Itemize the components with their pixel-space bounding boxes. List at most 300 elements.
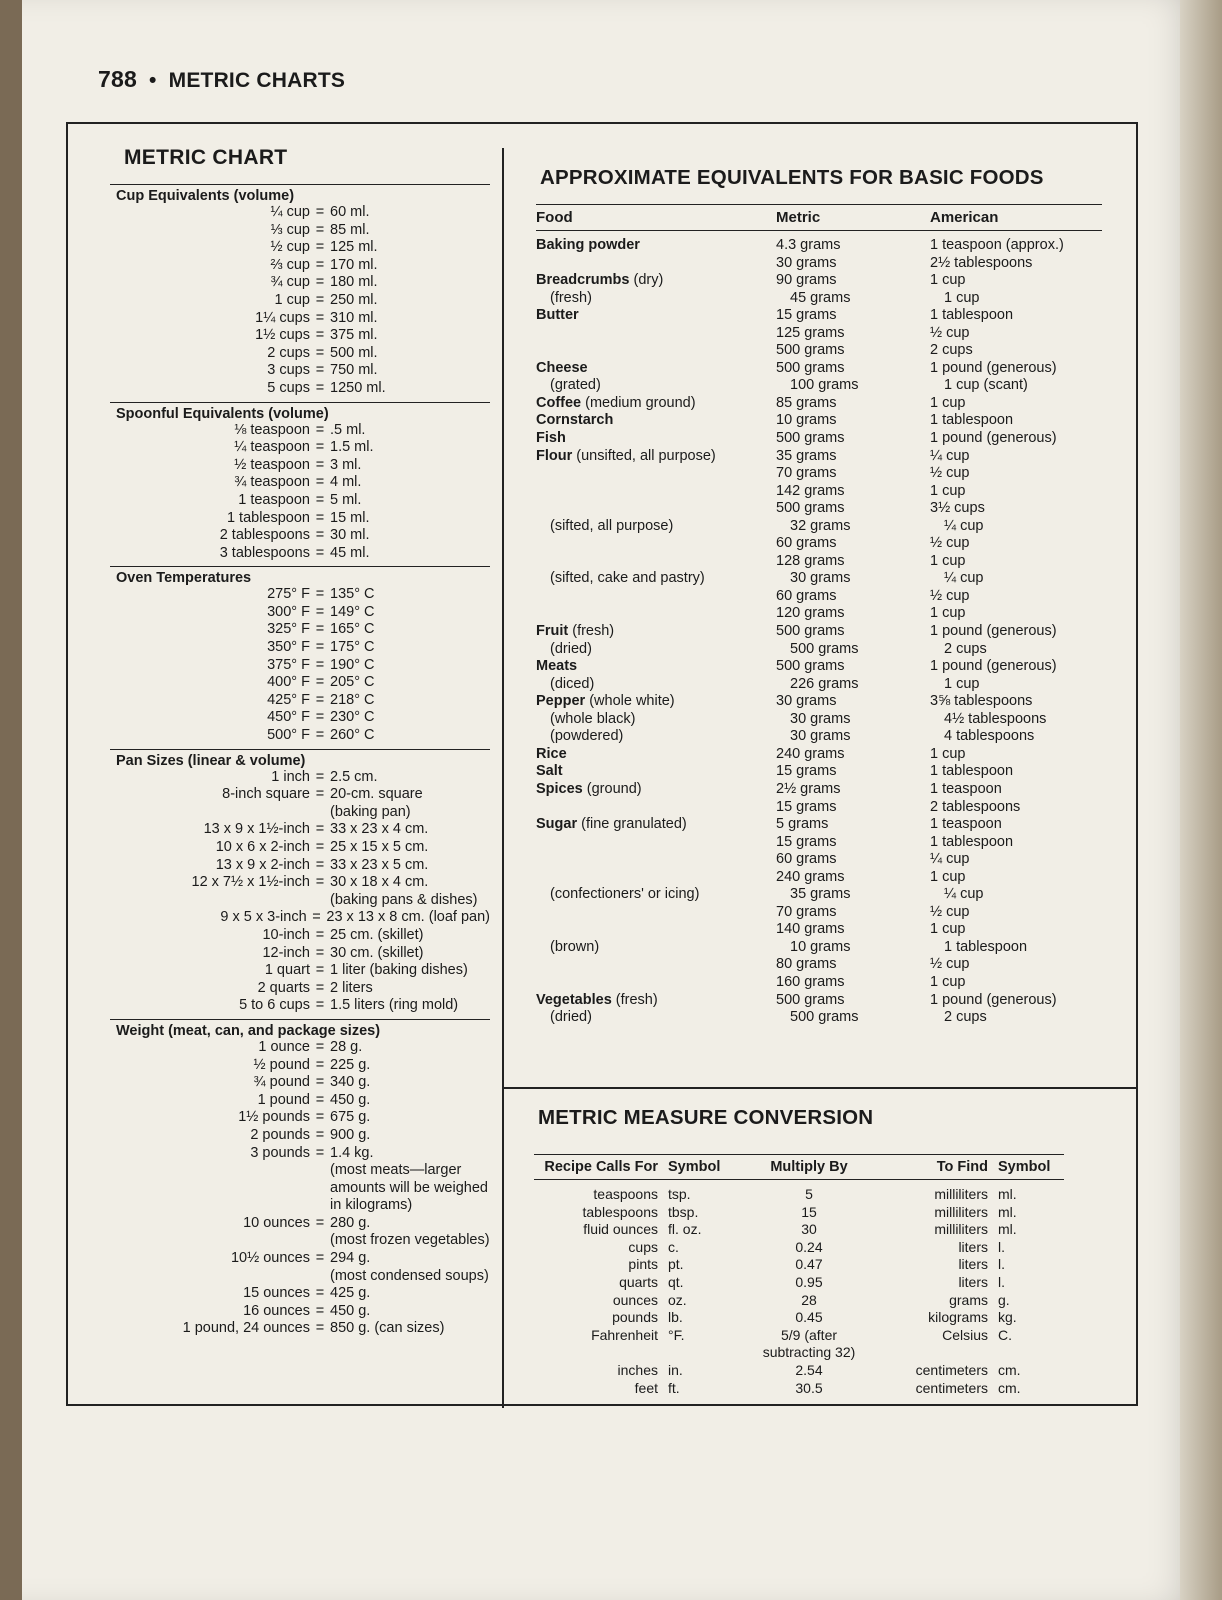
food-row — [536, 623, 1120, 641]
equivalent-to: 190° C — [330, 656, 375, 673]
equivalent-to: 750 ml. — [330, 362, 378, 379]
equals-sign: = — [315, 204, 325, 220]
food-metric: 142 grams — [776, 482, 845, 499]
food-name-bold: Cheese — [536, 359, 588, 376]
food-row — [536, 518, 1120, 536]
equivalent-row — [80, 874, 490, 892]
recipe-calls-for: feet — [634, 1379, 658, 1396]
food-metric: 500 grams — [776, 500, 845, 517]
conversion-row — [534, 1327, 1120, 1345]
food-name-bold: Sugar — [536, 816, 578, 833]
food-row — [536, 904, 1120, 922]
equivalent-from: 275° F — [267, 586, 310, 603]
food-metric: 120 grams — [776, 605, 845, 622]
food-row — [536, 395, 1120, 413]
next-page-edge — [1180, 0, 1222, 1600]
food-name — [536, 992, 776, 1010]
find-symbol: ml. — [998, 1203, 1017, 1220]
food-row — [536, 448, 1120, 466]
food-american: 1 pound (generous) — [930, 359, 1057, 376]
equivalent-row — [80, 709, 490, 727]
food-name — [536, 711, 790, 729]
food-name-bold: Fruit — [536, 623, 569, 640]
equals-sign: = — [315, 239, 325, 256]
equivalent-to: 45 ml. — [330, 544, 370, 561]
equivalent-row — [80, 639, 490, 657]
equals-sign: = — [315, 439, 325, 456]
food-name-note: (fresh) — [568, 623, 615, 640]
equivalent-row — [80, 1162, 490, 1180]
equals-sign: = — [315, 979, 325, 996]
food-name — [536, 1009, 790, 1027]
equivalent-to: 1250 ml. — [330, 379, 386, 396]
equals-sign: = — [315, 962, 325, 979]
charts-frame — [66, 122, 1138, 1406]
food-row — [536, 658, 1120, 676]
equivalent-to: 30 ml. — [330, 527, 370, 544]
food-metric: 500 grams — [776, 342, 845, 359]
food-american: ½ cup — [930, 956, 970, 973]
food-american: 1 cup — [930, 272, 966, 289]
equivalent-from: 3 tablespoons — [219, 544, 310, 561]
metric-chart — [80, 124, 490, 1338]
food-row — [536, 412, 1120, 430]
symbol: c. — [668, 1238, 679, 1255]
to-find: liters — [958, 1238, 988, 1255]
equivalent-row — [80, 457, 490, 475]
food-name — [536, 746, 776, 764]
equivalent-row — [80, 439, 490, 457]
food-row — [536, 711, 1120, 729]
food-name-note: (unsifted, all purpose) — [572, 447, 716, 464]
equivalent-to: (most meats—larger — [330, 1162, 462, 1179]
multiply-by: 0.24 — [795, 1238, 823, 1255]
symbol — [668, 1344, 744, 1362]
equivalent-to: 340 g. — [330, 1074, 371, 1091]
equivalent-from: 8-inch square — [222, 786, 310, 803]
equivalent-to: 175° C — [330, 639, 375, 656]
equals-sign: = — [315, 327, 325, 344]
food-name — [536, 658, 776, 676]
food-american: 1 tablespoon — [930, 763, 1014, 780]
equivalent-to: 260° C — [330, 727, 375, 744]
equivalent-to: 1.5 ml. — [330, 439, 374, 456]
food-metric: 240 grams — [776, 868, 845, 885]
food-metric: 15 grams — [776, 833, 837, 850]
find-symbol: g. — [998, 1291, 1010, 1308]
equivalent-to: 25 cm. (skillet) — [330, 926, 424, 943]
equivalent-from: 350° F — [267, 639, 310, 656]
food-american: ½ cup — [930, 903, 970, 920]
recipe-calls-for: pounds — [612, 1309, 658, 1326]
food-name — [536, 430, 776, 448]
food-row — [536, 799, 1120, 817]
equivalent-row — [80, 1250, 490, 1268]
food-metric: 35 grams — [776, 447, 837, 464]
col-multiply-by: Multiply By — [770, 1159, 848, 1175]
food-name — [536, 974, 776, 992]
equivalent-from: ¾ cup — [270, 274, 310, 291]
food-name — [536, 886, 790, 904]
recipe-calls-for: pints — [628, 1256, 658, 1273]
food-metric: 128 grams — [776, 552, 845, 569]
equals-sign: = — [315, 786, 325, 803]
equivalent-from: 10½ ounces — [230, 1250, 310, 1267]
equals-sign: = — [315, 1091, 325, 1108]
equals-sign: = — [315, 944, 325, 961]
food-name — [536, 465, 776, 483]
food-american: 1 pound (generous) — [930, 430, 1057, 447]
section-divider — [504, 1087, 1138, 1089]
recipe-calls-for: cups — [628, 1238, 658, 1255]
metric-section — [80, 566, 490, 744]
food-american: 1 cup — [930, 482, 966, 499]
food-row — [536, 553, 1120, 571]
food-name — [536, 676, 790, 694]
equivalent-row — [80, 1074, 490, 1092]
food-metric: 15 grams — [776, 307, 837, 324]
food-name — [536, 377, 790, 395]
basic-foods-title: APPROXIMATE EQUIVALENTS FOR BASIC FOODS — [540, 166, 1044, 189]
equals-sign — [310, 892, 330, 910]
find-symbol: cm. — [998, 1361, 1021, 1378]
equivalent-row — [80, 1197, 490, 1215]
find-symbol — [998, 1344, 1064, 1362]
equals-sign — [310, 804, 330, 822]
equivalent-to: 165° C — [330, 621, 375, 638]
food-name — [536, 255, 776, 273]
to-find: liters — [958, 1256, 988, 1273]
multiply-by: 2.54 — [795, 1361, 823, 1378]
food-name — [536, 448, 776, 466]
food-row — [536, 360, 1120, 378]
food-name — [536, 851, 776, 869]
multiply-by: 0.47 — [795, 1256, 823, 1273]
equivalent-from: ⅓ cup — [270, 221, 310, 238]
section-heading: Pan Sizes (linear & volume) — [110, 749, 490, 769]
to-find: milliliters — [934, 1186, 988, 1202]
food-name — [536, 553, 776, 571]
equivalent-from: 500° F — [267, 727, 310, 744]
equivalent-from: ½ teaspoon — [234, 456, 310, 473]
equals-sign: = — [315, 926, 325, 943]
equals-sign: = — [315, 544, 325, 561]
equals-sign: = — [315, 691, 325, 708]
food-metric: 60 grams — [776, 587, 837, 604]
equals-sign: = — [315, 379, 325, 396]
equivalent-to: 1.4 kg. — [330, 1144, 374, 1161]
food-american: 1 cup (scant) — [944, 377, 1028, 394]
food-american: 3⅝ tablespoons — [930, 693, 1033, 710]
food-metric: 500 grams — [790, 640, 859, 657]
conversion-rows — [520, 1186, 1120, 1397]
equivalent-to: 25 x 15 x 5 cm. — [330, 839, 429, 855]
equivalent-row — [80, 980, 490, 998]
column-divider — [502, 148, 504, 1408]
equivalent-from: 3 pounds — [250, 1144, 310, 1161]
equals-sign: = — [315, 344, 325, 361]
food-row — [536, 816, 1120, 834]
equivalent-from: 1 pound — [257, 1091, 310, 1108]
food-name-bold: Baking powder — [536, 237, 640, 253]
food-name — [536, 237, 776, 255]
food-name — [536, 956, 776, 974]
equivalent-row — [80, 621, 490, 639]
equivalent-row — [80, 474, 490, 492]
food-row — [536, 886, 1120, 904]
col-american: American — [930, 209, 999, 226]
equivalent-to: 850 g. (can sizes) — [330, 1320, 445, 1337]
equivalent-from: 10-inch — [262, 926, 310, 943]
food-name — [536, 535, 776, 553]
equivalent-from: 2 tablespoons — [219, 527, 310, 544]
equivalent-to: 20-cm. square — [330, 786, 423, 803]
equals-sign — [310, 1232, 330, 1250]
equals-sign: = — [315, 603, 325, 620]
equivalent-from: ¾ teaspoon — [234, 474, 310, 491]
food-row — [536, 939, 1120, 957]
equivalent-to: 125 ml. — [330, 239, 378, 256]
equivalent-row — [80, 1127, 490, 1145]
food-row — [536, 956, 1120, 974]
food-name — [536, 342, 776, 360]
food-metric: 500 grams — [776, 658, 845, 675]
food-metric: 30 grams — [790, 728, 851, 745]
equivalent-from: 3 cups — [267, 362, 310, 379]
food-metric: 500 grams — [776, 991, 845, 1008]
conversion-row — [534, 1186, 1120, 1204]
food-name — [536, 728, 790, 746]
equals-sign: = — [315, 621, 325, 638]
equivalent-to: 2 liters — [330, 979, 373, 996]
recipe-calls-for — [534, 1344, 668, 1362]
equivalent-to: 170 ml. — [330, 256, 378, 273]
conversion-row — [534, 1309, 1120, 1327]
symbol: ft. — [668, 1379, 680, 1396]
equivalent-row — [80, 962, 490, 980]
equivalent-row — [80, 1215, 490, 1233]
basic-foods-header — [536, 204, 1102, 231]
equivalent-to: 280 g. — [330, 1214, 371, 1231]
equivalent-row — [80, 274, 490, 292]
food-metric: 160 grams — [776, 973, 845, 990]
multiply-by: 30 — [801, 1221, 817, 1238]
find-symbol: cm. — [998, 1379, 1021, 1396]
equivalent-from — [80, 892, 310, 910]
equivalent-from: ¼ teaspoon — [234, 439, 310, 456]
equivalent-row — [80, 545, 490, 563]
recipe-calls-for: Fahrenheit — [591, 1326, 658, 1343]
food-row — [536, 342, 1120, 360]
equivalent-row — [80, 786, 490, 804]
equals-sign: = — [315, 709, 325, 726]
equals-sign: = — [315, 639, 325, 656]
equals-sign: = — [315, 1302, 325, 1319]
food-metric: 4.3 grams — [776, 237, 841, 253]
recipe-calls-for: ounces — [612, 1291, 658, 1308]
multiply-by: 5 — [805, 1186, 813, 1202]
food-metric: 10 grams — [790, 938, 851, 955]
food-name — [536, 641, 790, 659]
col-recipe-calls-for: Recipe Calls For — [544, 1159, 658, 1175]
section-heading: Oven Temperatures — [110, 566, 490, 586]
food-american: ¼ cup — [944, 886, 984, 903]
multiply-by: 5/9 (after — [780, 1326, 838, 1343]
food-row — [536, 728, 1120, 746]
food-american: ½ cup — [930, 324, 970, 341]
equivalent-row — [80, 345, 490, 363]
food-name — [536, 869, 776, 887]
multiply-by: 0.45 — [795, 1309, 823, 1326]
food-metric: 70 grams — [776, 465, 837, 482]
food-american: 1 tablespoon — [930, 833, 1014, 850]
food-american: 1 cup — [944, 289, 980, 306]
food-metric: 5 grams — [776, 816, 829, 833]
food-name — [536, 518, 790, 536]
equivalent-row — [80, 692, 490, 710]
find-symbol: ml. — [998, 1221, 1017, 1238]
recipe-calls-for: tablespoons — [582, 1203, 658, 1220]
equals-sign: = — [315, 768, 325, 785]
food-name-note: (confectioners' or icing) — [550, 886, 700, 903]
equivalent-to: 28 g. — [330, 1038, 363, 1055]
food-row — [536, 992, 1120, 1010]
food-name — [536, 272, 776, 290]
food-name — [536, 799, 776, 817]
equivalent-row — [80, 839, 490, 857]
equivalent-to: 180 ml. — [330, 274, 378, 291]
equivalent-from: 10 x 6 x 2-inch — [215, 839, 310, 855]
to-find: Celsius — [942, 1326, 988, 1343]
equivalent-from: 1½ pounds — [238, 1109, 310, 1126]
equals-sign — [310, 1162, 330, 1180]
equivalent-from: 1 pound, 24 ounces — [182, 1320, 310, 1337]
food-american: 2 tablespoons — [930, 798, 1021, 815]
equivalent-row — [80, 1268, 490, 1286]
food-metric: 30 grams — [790, 570, 851, 587]
food-metric: 85 grams — [776, 394, 837, 411]
food-name — [536, 816, 776, 834]
food-row — [536, 834, 1120, 852]
conversion-row — [534, 1292, 1120, 1310]
food-row — [536, 255, 1120, 273]
equivalent-from: ½ pound — [253, 1056, 310, 1073]
equivalent-to: 450 g. — [330, 1091, 371, 1108]
food-metric: 240 grams — [776, 745, 845, 762]
symbol: °F. — [668, 1326, 685, 1343]
equivalent-row — [80, 586, 490, 604]
recipe-calls-for: teaspoons — [593, 1186, 658, 1202]
food-american: 1 teaspoon — [930, 780, 1002, 797]
to-find: centimeters — [915, 1361, 988, 1378]
food-metric: 500 grams — [790, 1009, 859, 1026]
food-name — [536, 570, 790, 588]
food-name — [536, 360, 776, 378]
food-american: 4 tablespoons — [944, 728, 1035, 745]
food-name-bold: Salt — [536, 763, 563, 780]
food-american: ¼ cup — [944, 570, 984, 587]
equals-sign: = — [315, 1074, 325, 1091]
equivalent-from: 1 tablespoon — [226, 509, 310, 526]
equals-sign: = — [315, 256, 325, 273]
equals-sign: = — [315, 1144, 325, 1161]
food-american: ¼ cup — [930, 851, 970, 868]
equivalent-to: (most frozen vegetables) — [330, 1232, 490, 1249]
food-name-note: (grated) — [550, 377, 601, 394]
equivalent-row — [80, 527, 490, 545]
equivalent-to: 1 liter (baking dishes) — [330, 962, 468, 979]
food-metric: 30 grams — [776, 693, 837, 710]
equivalent-from: 12-inch — [262, 944, 310, 961]
equivalent-to: 500 ml. — [330, 344, 378, 361]
food-row — [536, 1009, 1120, 1027]
section-heading: Weight (meat, can, and package sizes) — [110, 1019, 490, 1039]
food-row — [536, 465, 1120, 483]
equivalent-row — [80, 1109, 490, 1127]
equivalent-from — [80, 1162, 310, 1180]
food-american: 1 pound (generous) — [930, 991, 1057, 1008]
equivalent-from: 400° F — [267, 674, 310, 691]
food-name-bold: Vegetables — [536, 991, 612, 1008]
food-row — [536, 290, 1120, 308]
conversion-row — [534, 1221, 1120, 1239]
food-american: 3½ cups — [930, 500, 985, 517]
food-row — [536, 570, 1120, 588]
equivalent-from: 1½ cups — [255, 327, 310, 344]
to-find: liters — [958, 1273, 988, 1290]
food-row — [536, 746, 1120, 764]
equivalent-row — [80, 945, 490, 963]
equivalent-row — [80, 380, 490, 398]
recipe-calls-for: fluid ounces — [583, 1221, 658, 1238]
food-american: 1 cup — [944, 675, 980, 692]
equivalent-from: 2 pounds — [250, 1126, 310, 1143]
food-name-bold: Breadcrumbs — [536, 272, 630, 289]
equivalent-row — [80, 362, 490, 380]
food-name — [536, 395, 776, 413]
equivalent-row — [80, 604, 490, 622]
food-american: ¼ cup — [944, 517, 984, 534]
food-name — [536, 904, 776, 922]
equivalent-row — [80, 1320, 490, 1338]
food-name-bold: Cornstarch — [536, 412, 614, 429]
food-name-note: (diced) — [550, 675, 595, 692]
equivalent-to: (most condensed soups) — [330, 1267, 489, 1284]
symbol: lb. — [668, 1309, 683, 1326]
conversion-row — [534, 1204, 1120, 1222]
metric-section — [80, 402, 490, 563]
equivalent-from: 1 quart — [264, 962, 310, 979]
food-american: ½ cup — [930, 535, 970, 552]
multiply-by: 28 — [801, 1291, 817, 1308]
multiply-by: 15 — [801, 1203, 817, 1220]
food-metric: 15 grams — [776, 798, 837, 815]
food-name-note: (dry) — [629, 272, 664, 289]
multiply-by: 0.95 — [795, 1273, 823, 1290]
food-metric: 500 grams — [776, 359, 845, 376]
food-name-note: (whole white) — [585, 693, 675, 710]
food-name — [536, 921, 776, 939]
equivalent-from: ¼ cup — [270, 204, 310, 220]
equals-sign: = — [315, 856, 325, 873]
food-metric: 500 grams — [776, 430, 845, 447]
equivalent-row — [80, 657, 490, 675]
equivalent-from: ¾ pound — [253, 1074, 310, 1091]
equals-sign: = — [315, 221, 325, 238]
food-name-note: (sifted, cake and pastry) — [550, 570, 705, 587]
food-name-bold: Pepper — [536, 693, 586, 710]
food-row — [536, 535, 1120, 553]
